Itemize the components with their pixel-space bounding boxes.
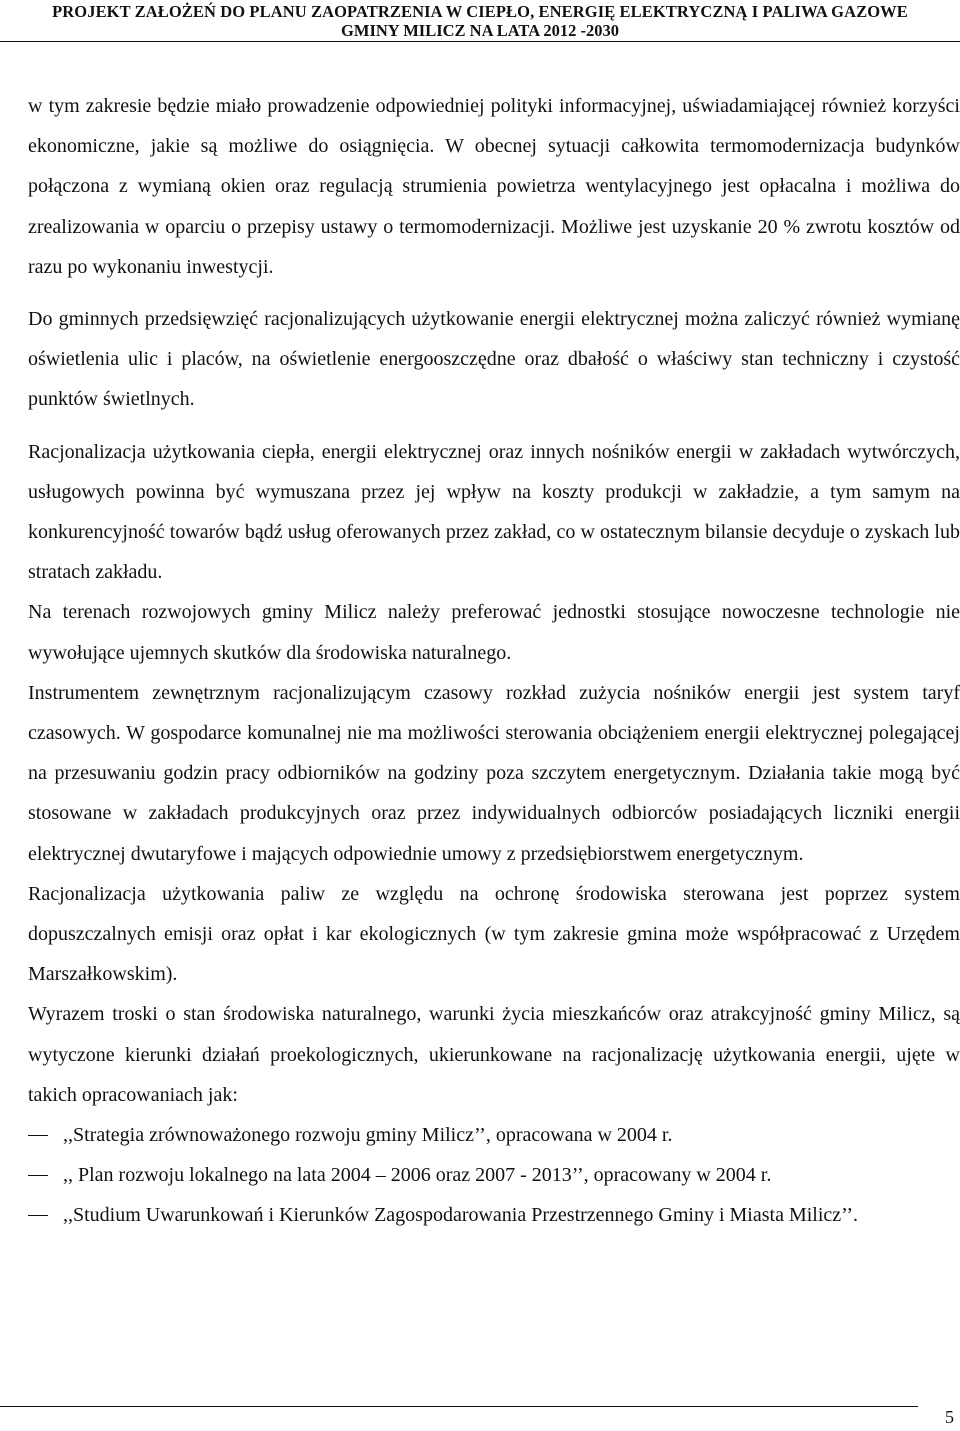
list-item-text: ,,Studium Uwarunkowań i Kierunków Zagospodarowania Przestrzennego Gminy i Miasta Milicz’’. xyxy=(63,1204,858,1227)
list-item xyxy=(28,1155,960,1195)
page-header xyxy=(0,0,960,44)
footer-divider xyxy=(0,1406,918,1407)
header-title: PROJEKT ZAŁOŻEŃ DO PLANU ZAOPATRZENIA W CIEPŁO, ENERGIĘ ELEKTRYCZNĄ I PALIWA GAZOWE xyxy=(52,2,908,21)
list-item xyxy=(28,1195,960,1235)
header-subtitle: GMINY MILICZ NA LATA 2012 -2030 xyxy=(341,21,619,40)
paragraph-4: Na terenach rozwojowych gminy Milicz należy preferować jednostki stosujące nowoczesne technologie nie wywołujące ujemnych skutków dla środowiska naturalnego. xyxy=(28,601,960,664)
paragraph-7: Wyrazem troski o stan środowiska naturalnego, warunki życia mieszkańców oraz atrakcyjność gminy Milicz, są wytyczone kierunki działań proekologicznych, ukierunkowane na racjonalizację użytkowania energii, ujęte w takich opracowaniach jak: xyxy=(28,1003,960,1106)
paragraph-5: Instrumentem zewnętrznym racjonalizującym czasowy rozkład zużycia nośników energii jest system taryf czasowych. W gospodarce komunalnej nie ma możliwości sterowania obciążeniem energii elektrycznej polegającej na przesuwaniu godzin pracy odbiorników na godziny poza szczytem energetycznym. Działania takie mogą być stosowane w zakładach produkcyjnych oraz przez indywidualnych odbiorców posiadających liczniki energii elektrycznej dwutaryfowe i mających odpowiednie umowy z przedsiębiorstwem energetycznym. xyxy=(28,681,960,865)
list-item-text: ,, Plan rozwoju lokalnego na lata 2004 – 2006 oraz 2007 - 2013’’, opracowany w 2004 r. xyxy=(63,1164,772,1187)
paragraph-6: Racjonalizacja użytkowania paliw ze względu na ochronę środowiska sterowana jest poprzez system dopuszczalnych emisji oraz opłat i kar ekologicznych (w tym zakresie gmina może współpracować z Urzędem Marszałkowskim). xyxy=(28,882,960,986)
dash-bullet-icon xyxy=(28,1155,63,1195)
page-number: 5 xyxy=(945,1407,954,1427)
document-list xyxy=(28,1115,960,1236)
paragraph-3: Racjonalizacja użytkowania ciepła, energii elektrycznej oraz innych nośników energii w zakładach wytwórczych, usługowych powinna być wymuszana przez jej wpływ na koszty produkcji w zakładzie, a tym samym na konkurencyjność towarów bądź usług oferowanych przez zakład, co w ostatecznym bilansie decyduje o zyskach lub stratach zakładu. xyxy=(28,440,960,584)
paragraph-1: w tym zakresie będzie miało prowadzenie odpowiedniej polityki informacyjnej, uświadamiającej również korzyści ekonomiczne, jakie są możliwe do osiągnięcia. W obecnej sytuacji całkowita termomodernizacja budynków połączona z wymianą okien oraz regulacją strumienia powietrza wentylacyjnego jest opłacalna i możliwa do zrealizowania w oparciu o przepisy ustawy o termomodernizacji. Możliwe jest uzyskanie 20 % zwrotu kosztów od razu po wykonaniu inwestycji. xyxy=(28,95,960,278)
paragraph-2: Do gminnych przedsięwzięć racjonalizujących użytkowanie energii elektrycznej można zaliczyć również wymianę oświetlenia ulic i placów, na oświetlenie energooszczędne oraz dbałość o właściwy stan techniczny i czystość punktów świetlnych. xyxy=(28,308,960,411)
dash-bullet-icon xyxy=(28,1115,63,1155)
list-item xyxy=(28,1115,960,1155)
list-item-text: ,,Strategia zrównoważonego rozwoju gminy Milicz’’, opracowana w 2004 r. xyxy=(63,1124,673,1147)
dash-bullet-icon xyxy=(28,1195,63,1235)
header-divider xyxy=(0,41,960,42)
document-body xyxy=(28,86,960,1236)
